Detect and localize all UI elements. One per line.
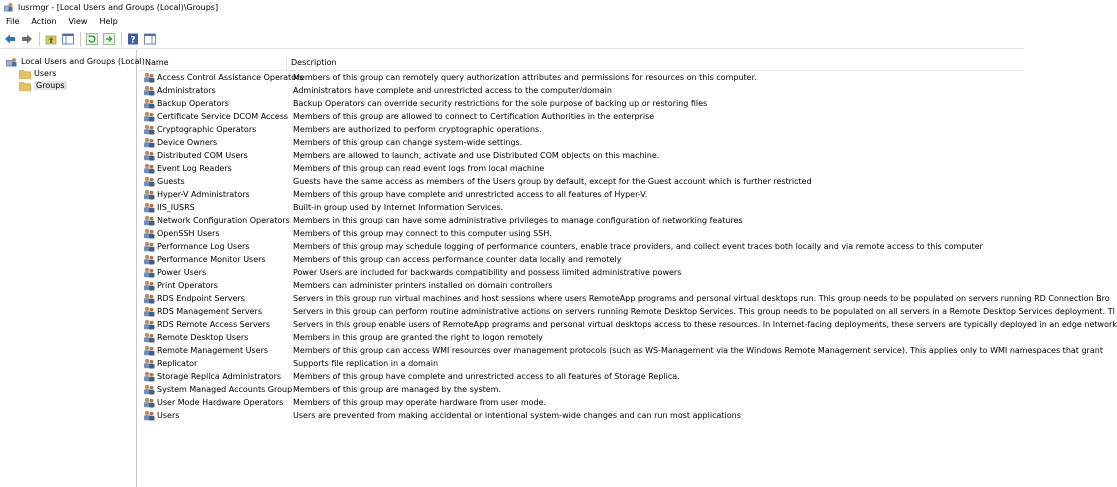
group-icon [143, 280, 155, 291]
forward-arrow-icon [21, 33, 33, 45]
group-icon [143, 293, 155, 304]
group-name: Device Owners [157, 138, 218, 147]
group-description: Backup Operators can override security restrictions for the sole purpose of backing up or restoring files [293, 99, 708, 108]
group-name: Administrators [157, 86, 216, 95]
group-name: Replicator [157, 359, 198, 368]
group-name: Remote Desktop Users [157, 333, 249, 342]
group-icon [143, 85, 155, 96]
group-name: Power Users [157, 268, 207, 277]
table-row[interactable] [140, 162, 1024, 175]
group-icon [143, 345, 155, 356]
group-name: Performance Log Users [157, 242, 250, 251]
users-computer-icon [6, 57, 18, 67]
group-icon [143, 124, 155, 135]
group-icon [143, 384, 155, 395]
tree-item-root[interactable] [6, 56, 145, 67]
group-icon [143, 397, 155, 408]
tree-item-label: Users [34, 69, 57, 78]
group-description: Members of this group are allowed to connect to Certification Authorities in the enterprise [293, 112, 655, 121]
show-hide-action-pane-button[interactable] [143, 32, 157, 46]
group-icon [143, 358, 155, 369]
group-name: Access Control Assistance Operators [157, 73, 304, 82]
group-icon [143, 72, 155, 83]
group-description: Members are authorized to perform cryptographic operations. [293, 125, 542, 134]
group-description: Members of this group can access WMI resources over management protocols (such as WS-Management via the Windows Remote Management service). This applies only to WMI namespaces that grant [293, 346, 1103, 355]
group-description: Administrators have complete and unrestricted access to the computer/domain [293, 86, 612, 95]
menu-action[interactable]: Action [31, 17, 57, 26]
group-name: User Mode Hardware Operators [157, 398, 284, 407]
title-bar [0, 0, 1024, 14]
groups-list-view [140, 50, 1117, 487]
table-row[interactable] [140, 266, 1024, 279]
table-row[interactable] [140, 71, 1024, 84]
group-description: Power Users are included for backwards compatibility and possess limited administrative powers [293, 268, 682, 277]
table-row[interactable] [140, 370, 1024, 383]
group-name: RDS Endpoint Servers [157, 294, 245, 303]
list-header [140, 56, 1024, 71]
table-row[interactable] [140, 396, 1024, 409]
group-name: Guests [157, 177, 185, 186]
group-description: Servers in this group run virtual machines and host sessions where users RemoteApp programs and personal virtual desktops run. This group needs to be populated on servers running RD Connection Bro [293, 294, 1110, 303]
group-icon [143, 228, 155, 239]
table-row[interactable] [140, 201, 1024, 214]
group-icon [143, 319, 155, 330]
table-row[interactable] [140, 188, 1024, 201]
group-description: Members in this group can have some administrative privileges to manage configuration of networking features [293, 216, 743, 225]
group-name: Users [157, 411, 180, 420]
group-icon [143, 137, 155, 148]
toolbar [0, 30, 1024, 49]
console-tree [0, 50, 145, 487]
tree-item-label: Groups [36, 81, 65, 90]
help-icon [127, 33, 139, 45]
folder-icon [19, 69, 31, 79]
group-icon [143, 241, 155, 252]
table-row[interactable] [140, 175, 1024, 188]
tree-item-groups[interactable] [19, 80, 67, 91]
column-header-name[interactable]: Name [140, 56, 287, 70]
group-icon [143, 189, 155, 200]
group-description: Guests have the same access as members of the Users group by default, except for the Guest account which is further restricted [293, 177, 812, 186]
column-header-description[interactable]: Description [291, 58, 337, 67]
group-description: Members of this group can change system-wide settings. [293, 138, 523, 147]
group-name: OpenSSH Users [157, 229, 220, 238]
table-row[interactable] [140, 357, 1024, 370]
table-row[interactable] [140, 383, 1024, 396]
group-description: Members of this group have complete and unrestricted access to all features of Storage Replica. [293, 372, 680, 381]
group-description: Servers in this group can perform routine administrative actions on servers running Remote Desktop Services. This group needs to be populated on all servers in a Remote Desktop Services deployment. Tl [293, 307, 1115, 316]
table-row[interactable] [140, 318, 1117, 331]
action-pane-icon [144, 33, 156, 45]
up-one-level-button[interactable] [44, 32, 58, 46]
menu-bar [0, 15, 1024, 28]
group-icon [143, 306, 155, 317]
group-name: Storage Replica Administrators [157, 372, 282, 381]
group-icon [143, 202, 155, 213]
table-row[interactable] [140, 344, 1103, 357]
group-icon [143, 267, 155, 278]
console-tree-icon [62, 33, 74, 45]
group-icon [143, 371, 155, 382]
group-icon [143, 176, 155, 187]
group-name: Performance Monitor Users [157, 255, 266, 264]
toolbar-separator [121, 32, 122, 46]
group-description: Members of this group have complete and unrestricted access to all features of Hyper-V. [293, 190, 648, 199]
table-row[interactable] [140, 253, 1024, 266]
table-row[interactable] [140, 97, 1024, 110]
toolbar-separator [39, 32, 40, 46]
group-icon [143, 163, 155, 174]
group-description: Supports file replication in a domain [293, 359, 439, 368]
help-button[interactable] [126, 32, 140, 46]
table-row[interactable] [140, 149, 1024, 162]
group-description: Members are allowed to launch, activate and use Distributed COM objects on this machine. [293, 151, 660, 160]
table-row[interactable] [140, 84, 1024, 97]
back-arrow-icon [4, 33, 16, 45]
table-row[interactable] [140, 409, 1024, 422]
svg-text:?: ? [130, 35, 136, 46]
group-description: Members of this group can read event logs from local machine [293, 164, 545, 173]
menu-view[interactable]: View [68, 17, 88, 26]
window-title: lusrmgr - [Local Users and Groups (Local)\Groups] [18, 2, 219, 12]
export-list-button[interactable] [102, 32, 116, 46]
tree-item-users[interactable] [19, 68, 56, 79]
folder-up-icon [45, 33, 57, 45]
table-row[interactable] [140, 240, 1024, 253]
menu-file[interactable]: File [6, 17, 20, 26]
show-hide-console-tree-button[interactable] [61, 32, 75, 46]
group-name: RDS Management Servers [157, 307, 262, 316]
group-description: Members of this group may schedule logging of performance counters, enable trace providers, and collect event traces both locally and via remote access to this computer [293, 242, 983, 251]
table-row[interactable] [140, 136, 1024, 149]
table-row[interactable] [140, 331, 1024, 344]
group-icon [143, 254, 155, 265]
group-description: Members of this group may operate hardware from user mode. [293, 398, 547, 407]
group-name: Remote Management Users [157, 346, 269, 355]
refresh-button[interactable] [85, 32, 99, 46]
toolbar-separator [80, 32, 81, 46]
group-description: Servers in this group enable users of RemoteApp programs and personal virtual desktops access to these resources. In Internet-facing deployments, these servers are typically deployed in an edge network [293, 320, 1117, 329]
table-row[interactable] [140, 305, 1115, 318]
table-row[interactable] [140, 279, 1024, 292]
users-computer-icon [4, 2, 14, 12]
group-name: System Managed Accounts Group [157, 385, 293, 394]
list-rows [140, 71, 1117, 422]
group-name: Hyper-V Administrators [157, 190, 250, 199]
forward-button[interactable] [20, 32, 34, 46]
group-name: Network Configuration Operators [157, 216, 290, 225]
export-list-icon [103, 33, 115, 45]
refresh-icon [86, 33, 98, 45]
table-row[interactable] [140, 110, 1024, 123]
group-description: Members of this group may connect to this computer using SSH. [293, 229, 552, 238]
group-description: Members of this group can remotely query authorization attributes and permissions for resources on this computer. [293, 73, 757, 82]
group-description: Users are prevented from making accidental or intentional system-wide changes and can run most applications [293, 411, 741, 420]
group-icon [143, 215, 155, 226]
group-description: Members of this group can access performance counter data locally and remotely [293, 255, 622, 264]
group-icon [143, 410, 155, 421]
group-icon [143, 111, 155, 122]
group-description: Built-in group used by Internet Information Services. [293, 203, 504, 212]
group-description: Members can administer printers installed on domain controllers [293, 281, 553, 290]
group-name: Distributed COM Users [157, 151, 248, 160]
group-name: Event Log Readers [157, 164, 232, 173]
back-button[interactable] [3, 32, 17, 46]
table-row[interactable] [140, 227, 1024, 240]
group-icon [143, 150, 155, 161]
group-name: Print Operators [157, 281, 218, 290]
group-name: Backup Operators [157, 99, 229, 108]
group-icon [143, 332, 155, 343]
group-description: Members of this group are managed by the system. [293, 385, 502, 394]
table-row[interactable] [140, 214, 1024, 227]
group-description: Members in this group are granted the right to logon remotely [293, 333, 543, 342]
table-row[interactable] [140, 292, 1110, 305]
group-name: RDS Remote Access Servers [157, 320, 271, 329]
folder-icon [19, 81, 31, 91]
table-row[interactable] [140, 123, 1024, 136]
group-name: Cryptographic Operators [157, 125, 257, 134]
group-icon [143, 98, 155, 109]
group-name: IIS_IUSRS [157, 203, 195, 212]
tree-item-label: Local Users and Groups (Local) [21, 57, 145, 66]
group-name: Certificate Service DCOM Access [157, 112, 289, 121]
menu-help[interactable]: Help [99, 17, 118, 26]
